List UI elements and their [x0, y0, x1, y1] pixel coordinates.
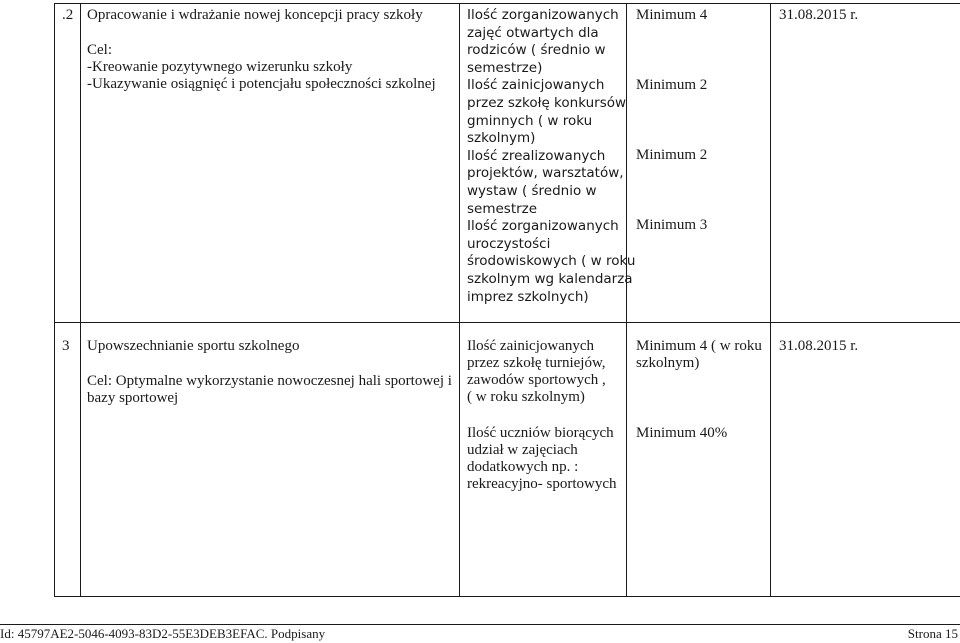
table-bottom-border [54, 596, 960, 597]
table-top-border [54, 3, 960, 4]
task-goal-line: Cel: Optymalne wykorzystanie nowoczesnej hali sportowej i [87, 373, 452, 389]
indicator-line: imprez szkolnych) [467, 288, 589, 305]
target-value: Minimum 3 [636, 217, 708, 233]
indicator-line: ( w roku szkolnym) [467, 389, 585, 405]
row-number: 3 [62, 338, 70, 354]
indicator-line: Ilość zrealizowanych [467, 147, 606, 164]
indicator-line: semestrze [467, 200, 538, 217]
indicator-line: Ilość zainicjowanych [467, 77, 605, 94]
page-number: Strona 15 [907, 626, 958, 641]
indicator-line: dodatkowych np. : [467, 459, 579, 475]
column-border-3 [459, 3, 460, 597]
footer-rule [0, 624, 960, 625]
target-value: Minimum 4 [636, 7, 708, 23]
target-value: Minimum 2 [636, 77, 708, 93]
task-goal-line: -Kreowanie pozytywnego wizerunku szkoły [87, 59, 353, 75]
indicator-line: uroczystości [467, 235, 551, 252]
indicator-line: semestrze) [467, 59, 543, 76]
column-border-5 [770, 3, 771, 597]
indicator-line: udział w zajęciach [467, 442, 578, 458]
indicator-line: Ilość zorganizowanych [467, 7, 619, 23]
task-title: Upowszechnianie sportu szkolnego [87, 338, 300, 354]
task-title: Opracowanie i wdrażanie nowej koncepcji pracy szkoły [87, 7, 423, 23]
indicator-line: szkolnym wg kalendarza [467, 271, 633, 287]
document-id: Id: 45797AE2-5046-4093-83D2-55E3DEB3EFAC. Podpisany [0, 626, 326, 641]
target-value: Minimum 4 ( w roku [636, 338, 762, 354]
target-value: Minimum 40% [636, 425, 728, 441]
indicator-line: projektów, warsztatów, [467, 165, 624, 182]
indicator-line: szkolnym) [467, 130, 536, 147]
row-separator [54, 322, 960, 323]
task-goal-label: Cel: [87, 42, 112, 58]
column-border-1 [54, 3, 55, 597]
indicator-line: przez szkołę konkursów [467, 95, 627, 111]
indicator-line: przez szkołę turniejów, [467, 355, 606, 371]
indicator-line: zajęć otwartych dla [467, 24, 599, 41]
indicator-line: Ilość zorganizowanych [467, 218, 619, 235]
indicator-line: wystaw ( średnio w [467, 183, 597, 199]
indicator-line: Ilość uczniów biorących [467, 425, 614, 441]
indicator-line: rodziców ( średnio w [467, 42, 606, 59]
indicator-line: Ilość zainicjowanych [467, 338, 595, 354]
target-value: szkolnym) [636, 355, 700, 371]
indicator-line: zawodów sportowych , [467, 372, 606, 388]
column-border-4 [626, 3, 627, 597]
target-value: Minimum 2 [636, 147, 708, 163]
task-goal-line: -Ukazywanie osiągnięć i potencjału społeczności szkolnej [87, 76, 436, 92]
indicator-line: środowiskowych ( w roku [467, 253, 636, 270]
indicator-line: gminnych ( w roku [467, 112, 593, 129]
column-border-2 [80, 3, 81, 597]
deadline-date: 31.08.2015 r. [779, 338, 859, 354]
row-number: .2 [62, 7, 74, 23]
task-goal-line: bazy sportowej [87, 390, 179, 406]
indicator-line: rekreacyjno- sportowych [467, 476, 617, 492]
deadline-date: 31.08.2015 r. [779, 7, 859, 23]
